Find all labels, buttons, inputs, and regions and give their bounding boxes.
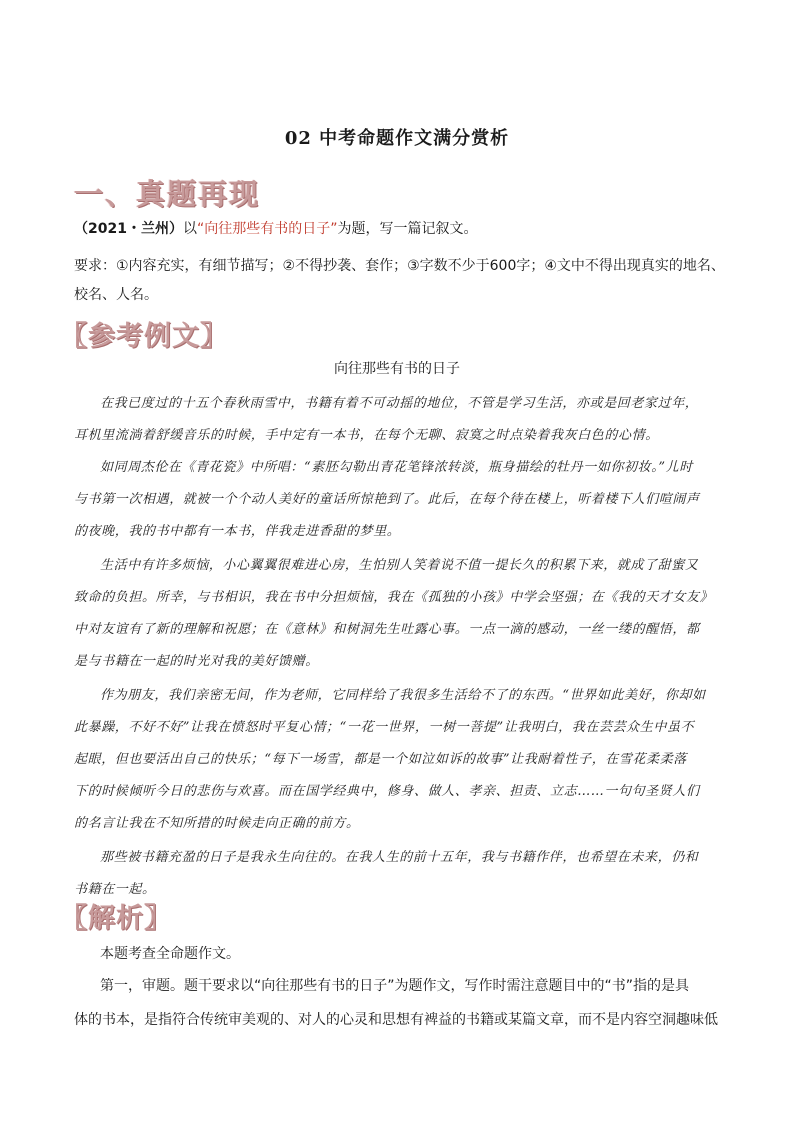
prompt-post: 为题，写一篇记叙文。	[337, 221, 478, 237]
essay-line: 此暴躁，不好不好”让我在愤怒时平复心情；“一花一世界，一树一菩提”让我明白，我在芸芸众生中虽不	[74, 720, 695, 735]
essay-line: 如同周杰伦在《青花瓷》中所唱：“素胚勾勒出青花笔锋浓转淡，瓶身描绘的牡丹一如你初妆。”儿时	[100, 460, 693, 475]
essay-line: 下的时候倾听今日的悲伤与欢喜。而在国学经典中，修身、做人、孝亲、担责、立志……一句句圣贤人们	[74, 784, 700, 799]
essay-line: 那些被书籍充盈的日子是我永生向往的。在我人生的前十五年，我与书籍作伴，也希望在未来，仍和	[100, 850, 699, 865]
essay-line: 中对友谊有了新的理解和祝愿；在《意林》和树洞先生吐露心事。一点一滴的感动，一丝一缕的醒悟，都	[74, 622, 700, 637]
essay-line: 致命的负担。所幸，与书相识，我在书中分担烦恼，我在《孤独的小孩》中学会坚强；在《我的天才女友》	[74, 590, 714, 605]
requirement-line-2: 校名、人名。	[74, 287, 158, 303]
analysis-line-2: 第一，审题。题干要求以“向往那些有书的日子”为题作文，写作时需注意题目中的“书”指的是具	[100, 978, 690, 994]
essay-line: 是与书籍在一起的时光对我的美好馈赠。	[74, 654, 319, 669]
page-title: 02 中考命题作文满分赏析	[284, 128, 510, 149]
analysis-line-3: 体的书本，是指符合传统审美观的、对人的心灵和思想有裨益的书籍或某篇文章，而不是内容空洞趣味低	[74, 1012, 718, 1028]
essay-line: 耳机里流淌着舒缓音乐的时候，手中定有一本书，在每个无聊、寂寞之时点染着我灰白色的心情。	[74, 428, 659, 443]
reference-essay-heading: 〖参考例文〗	[60, 321, 228, 352]
essay-line: 的夜晚，我的书中都有一本书，伴我走进香甜的梦里。	[74, 524, 401, 539]
analysis-heading: 〖解析〗	[60, 903, 172, 934]
essay-line: 起眼，但也要活出自己的快乐；“每下一场雪，都是一个如泣如诉的故事”让我耐着性子，在雪花柔柔落	[74, 752, 687, 767]
essay-line: 生活中有许多烦恼，小心翼翼很难进心房，生怕别人笑着说不值一提长久的积累下来，就成了甜蜜又	[100, 558, 699, 573]
essay-line: 在我已度过的十五个春秋雨雪中，书籍有着不可动摇的地位，不管是学习生活，亦或是回老家过年，	[100, 396, 699, 411]
requirement-line-1: 要求：①内容充实，有细节描写；②不得抄袭、套作；③字数不少于600字；④文中不得出现真实的地名、	[74, 258, 725, 274]
analysis-line-1: 本题考查全命题作文。	[100, 946, 240, 962]
essay-line: 作为朋友，我们亲密无间，作为老师，它同样给了我很多生活给不了的东西。“世界如此美好，你却如	[100, 688, 706, 703]
section-heading-real-exam: 一、真题再现	[74, 177, 261, 211]
essay-line: 书籍在一起。	[74, 882, 156, 897]
source-tag: （2021・兰州）	[74, 221, 183, 237]
essay-line: 与书第一次相遇，就被一个个动人美好的童话所惊艳到了。此后，在每个待在楼上，听着楼下人们喧闹声	[74, 492, 700, 507]
essay-line: 的名言让我在不知所措的时候走向正确的前方。	[74, 816, 360, 831]
prompt-pre: 以	[182, 221, 197, 237]
prompt-line	[74, 219, 724, 239]
essay-title: 向往那些有书的日子	[334, 361, 460, 377]
prompt-topic: “向往那些有书的日子”	[196, 221, 338, 237]
